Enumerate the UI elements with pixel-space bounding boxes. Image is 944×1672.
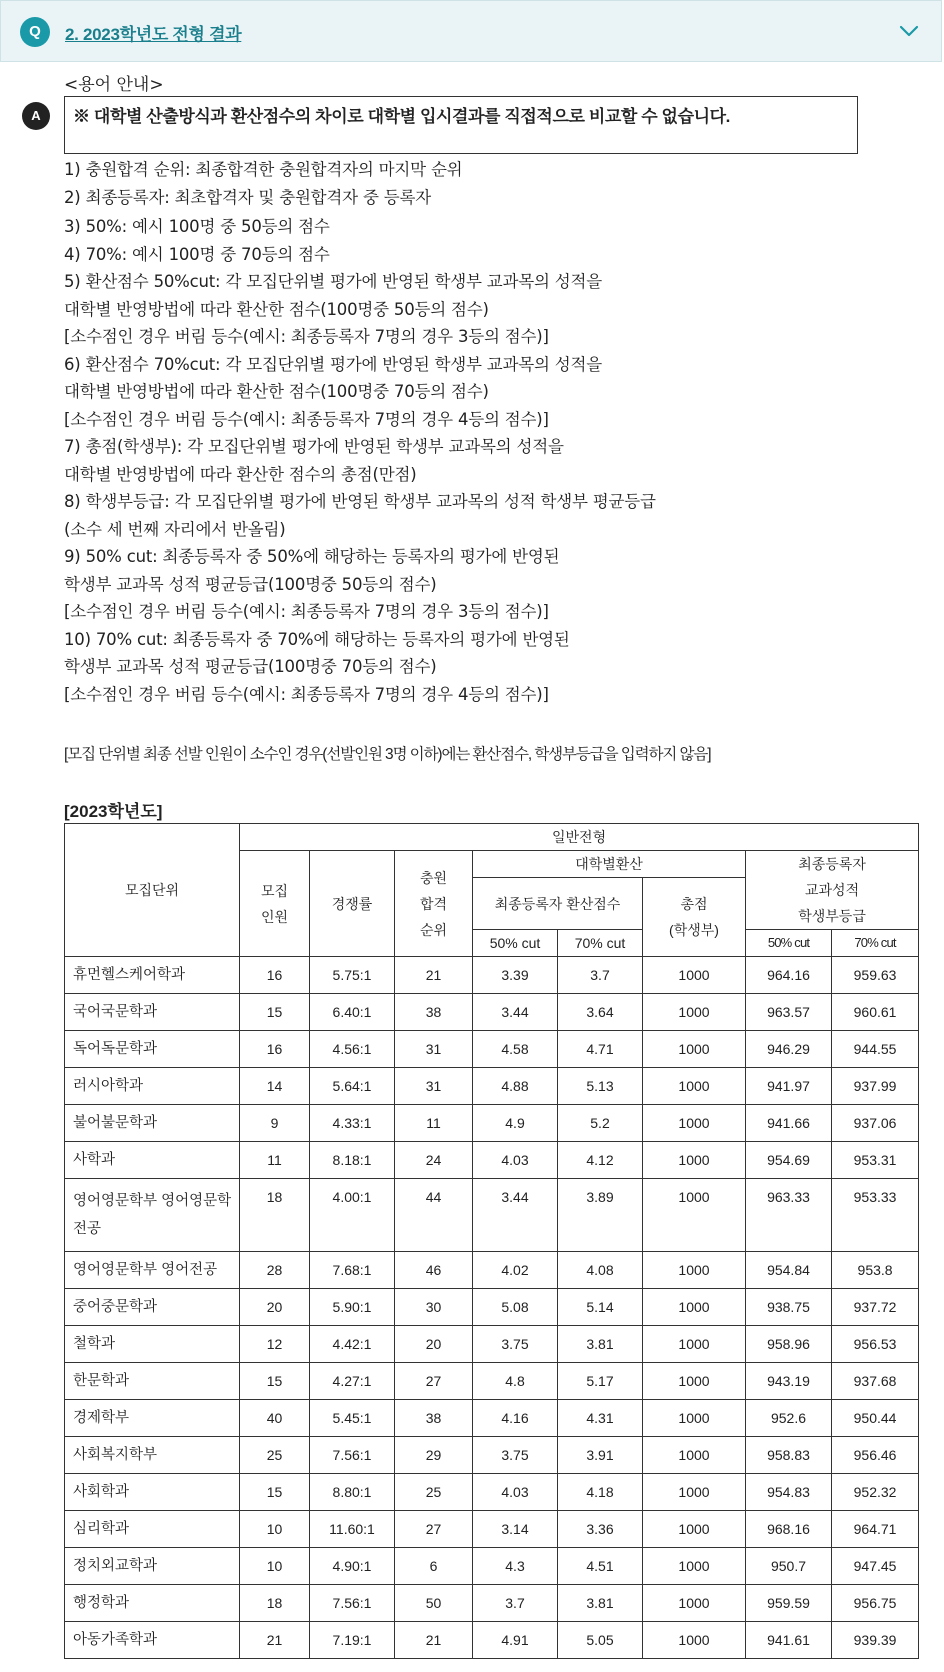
quota-cell: 10	[240, 1511, 310, 1548]
unit-name-cell: 심리학과	[65, 1511, 240, 1548]
unit-name-cell: 영어영문학부 영어전공	[65, 1252, 240, 1289]
total-score-cell: 1000	[643, 1622, 746, 1659]
waitlist-rank-cell: 24	[395, 1142, 473, 1179]
definition-line: 학생부 교과목 성적 평균등급(100명중 50등의 점수)	[64, 574, 437, 594]
competition-ratio-cell: 5.75:1	[310, 957, 395, 994]
grade-cut50-cell: 941.66	[746, 1105, 832, 1142]
header-univ-conversion: 대학별환산	[473, 851, 746, 878]
quota-cell: 14	[240, 1068, 310, 1105]
quota-cell: 15	[240, 1363, 310, 1400]
grade-cut50-cell: 950.7	[746, 1548, 832, 1585]
grade-cut70-cell: 937.06	[832, 1105, 919, 1142]
unit-name-cell: 행정학과	[65, 1585, 240, 1622]
total-score-cell: 1000	[643, 1068, 746, 1105]
score-cut70-cell: 5.2	[558, 1105, 643, 1142]
competition-ratio-cell: 8.80:1	[310, 1474, 395, 1511]
chevron-down-icon[interactable]	[897, 19, 921, 43]
grade-cut50-cell: 958.96	[746, 1326, 832, 1363]
year-heading: [2023학년도]	[64, 802, 163, 821]
grade-cut70-cell: 964.71	[832, 1511, 919, 1548]
definition-line: 5) 환산점수 50%cut: 각 모집단위별 평가에 반영된 학생부 교과목의 성적을	[64, 272, 602, 291]
header-quota: 모집 인원	[240, 851, 310, 957]
waitlist-rank-cell: 31	[395, 1031, 473, 1068]
total-score-cell: 1000	[643, 1400, 746, 1437]
table-row	[65, 1326, 919, 1363]
definition-line: 7) 총점(학생부): 각 모집단위별 평가에 반영된 학생부 교과목의 성적을	[64, 437, 564, 456]
header-unit: 모집단위	[65, 824, 240, 957]
table-row	[65, 1105, 919, 1142]
grade-cut70-cell: 959.63	[832, 957, 919, 994]
competition-ratio-cell: 5.45:1	[310, 1400, 395, 1437]
table-row	[65, 1363, 919, 1400]
total-score-cell: 1000	[643, 1437, 746, 1474]
waitlist-rank-cell: 11	[395, 1105, 473, 1142]
header-grade-cut70: 70% cut	[832, 930, 919, 957]
competition-ratio-cell: 4.27:1	[310, 1363, 395, 1400]
competition-ratio-cell: 7.56:1	[310, 1585, 395, 1622]
unit-name-cell: 러시아학과	[65, 1068, 240, 1105]
quota-cell: 10	[240, 1548, 310, 1585]
grade-cut70-cell: 944.55	[832, 1031, 919, 1068]
term-definitions	[64, 156, 884, 708]
total-score-cell: 1000	[643, 1105, 746, 1142]
score-cut70-cell: 3.64	[558, 994, 643, 1031]
table-row	[65, 1289, 919, 1326]
score-cut70-cell: 4.18	[558, 1474, 643, 1511]
competition-ratio-cell: 7.19:1	[310, 1622, 395, 1659]
quota-cell: 15	[240, 1474, 310, 1511]
notice-box: ※ 대학별 산출방식과 환산점수의 차이로 대학별 입시결과를 직접적으로 비교할 수 없습니다.	[64, 96, 858, 154]
competition-ratio-cell: 5.90:1	[310, 1289, 395, 1326]
quota-cell: 18	[240, 1585, 310, 1622]
competition-ratio-cell: 4.00:1	[310, 1179, 395, 1252]
quota-cell: 16	[240, 957, 310, 994]
admission-results-table	[64, 823, 919, 1659]
waitlist-rank-cell: 50	[395, 1585, 473, 1622]
header-rank: 충원 합격 순위	[395, 851, 473, 957]
waitlist-rank-cell: 46	[395, 1252, 473, 1289]
total-score-cell: 1000	[643, 1326, 746, 1363]
definition-line: [소수점인 경우 버림 등수(예시: 최종등록자 7명의 경우 4등의 점수)]	[64, 684, 549, 704]
waitlist-rank-cell: 38	[395, 994, 473, 1031]
total-score-cell: 1000	[643, 1511, 746, 1548]
header-final-grade: 최종등록자 교과성적 학생부등급	[746, 851, 919, 930]
grade-cut50-cell: 963.33	[746, 1179, 832, 1252]
score-cut70-cell: 4.71	[558, 1031, 643, 1068]
header-ratio: 경쟁률	[310, 851, 395, 957]
question-badge: Q	[20, 17, 50, 47]
unit-name-cell: 한문학과	[65, 1363, 240, 1400]
score-cut50-cell: 4.02	[473, 1252, 558, 1289]
grade-cut50-cell: 954.83	[746, 1474, 832, 1511]
unit-name-cell: 정치외교학과	[65, 1548, 240, 1585]
grade-cut50-cell: 946.29	[746, 1031, 832, 1068]
unit-name-cell: 사회복지학부	[65, 1437, 240, 1474]
definition-line: 2) 최종등록자: 최초합격자 및 충원합격자 중 등록자	[64, 187, 431, 207]
question-header[interactable]	[0, 0, 942, 62]
competition-ratio-cell: 7.56:1	[310, 1437, 395, 1474]
score-cut70-cell: 3.36	[558, 1511, 643, 1548]
waitlist-rank-cell: 6	[395, 1548, 473, 1585]
total-score-cell: 1000	[643, 1179, 746, 1252]
definition-line: [소수점인 경우 버림 등수(예시: 최종등록자 7명의 경우 3등의 점수)]	[64, 327, 549, 346]
total-score-cell: 1000	[643, 957, 746, 994]
score-cut70-cell: 3.91	[558, 1437, 643, 1474]
score-cut50-cell: 4.91	[473, 1622, 558, 1659]
score-cut50-cell: 3.75	[473, 1326, 558, 1363]
table-row	[65, 957, 919, 994]
competition-ratio-cell: 11.60:1	[310, 1511, 395, 1548]
grade-cut50-cell: 963.57	[746, 994, 832, 1031]
competition-ratio-cell: 4.90:1	[310, 1548, 395, 1585]
grade-cut70-cell: 939.39	[832, 1622, 919, 1659]
grade-cut70-cell: 956.46	[832, 1437, 919, 1474]
total-score-cell: 1000	[643, 1363, 746, 1400]
score-cut50-cell: 3.14	[473, 1511, 558, 1548]
grade-cut70-cell: 952.32	[832, 1474, 919, 1511]
definition-line: 10) 70% cut: 최종등록자 중 70%에 해당하는 등록자의 평가에 반영된	[64, 629, 570, 649]
competition-ratio-cell: 4.56:1	[310, 1031, 395, 1068]
score-cut70-cell: 5.14	[558, 1289, 643, 1326]
competition-ratio-cell: 5.64:1	[310, 1068, 395, 1105]
definition-line: 4) 70%: 예시 100명 중 70등의 점수	[64, 244, 330, 264]
quota-cell: 12	[240, 1326, 310, 1363]
grade-cut50-cell: 968.16	[746, 1511, 832, 1548]
grade-cut70-cell: 947.45	[832, 1548, 919, 1585]
waitlist-rank-cell: 25	[395, 1474, 473, 1511]
table-row	[65, 1511, 919, 1548]
total-score-cell: 1000	[643, 994, 746, 1031]
grade-cut50-cell: 959.59	[746, 1585, 832, 1622]
total-score-cell: 1000	[643, 1252, 746, 1289]
score-cut50-cell: 3.44	[473, 994, 558, 1031]
definition-line: 1) 충원합격 순위: 최종합격한 충원합격자의 마지막 순위	[64, 160, 463, 179]
total-score-cell: 1000	[643, 1474, 746, 1511]
quota-cell: 15	[240, 994, 310, 1031]
quota-cell: 21	[240, 1622, 310, 1659]
score-cut50-cell: 4.03	[473, 1474, 558, 1511]
waitlist-rank-cell: 44	[395, 1179, 473, 1252]
unit-name-cell: 사회학과	[65, 1474, 240, 1511]
grade-cut70-cell: 953.33	[832, 1179, 919, 1252]
total-score-cell: 1000	[643, 1548, 746, 1585]
quota-cell: 9	[240, 1105, 310, 1142]
definition-line: 대학별 반영방법에 따라 환산한 점수의 총점(만점)	[64, 464, 417, 484]
score-cut70-cell: 3.81	[558, 1585, 643, 1622]
grade-cut50-cell: 954.69	[746, 1142, 832, 1179]
score-cut50-cell: 3.44	[473, 1179, 558, 1252]
quota-cell: 20	[240, 1289, 310, 1326]
unit-name-cell: 철학과	[65, 1326, 240, 1363]
unit-name-cell: 독어독문학과	[65, 1031, 240, 1068]
score-cut70-cell: 3.81	[558, 1326, 643, 1363]
quota-cell: 25	[240, 1437, 310, 1474]
score-cut70-cell: 4.08	[558, 1252, 643, 1289]
waitlist-rank-cell: 21	[395, 957, 473, 994]
score-cut50-cell: 4.16	[473, 1400, 558, 1437]
grade-cut70-cell: 937.99	[832, 1068, 919, 1105]
answer-badge: A	[22, 102, 50, 130]
definition-line: [소수점인 경우 버림 등수(예시: 최종등록자 7명의 경우 4등의 점수)]	[64, 409, 549, 429]
definition-line: [소수점인 경우 버림 등수(예시: 최종등록자 7명의 경우 3등의 점수)]	[64, 602, 549, 621]
waitlist-rank-cell: 31	[395, 1068, 473, 1105]
score-cut70-cell: 3.7	[558, 957, 643, 994]
waitlist-rank-cell: 38	[395, 1400, 473, 1437]
unit-name-cell: 영어영문학부 영어영문학전공	[65, 1179, 240, 1252]
table-row	[65, 1142, 919, 1179]
header-final-score: 최종등록자 환산점수	[473, 878, 643, 930]
score-cut50-cell: 4.88	[473, 1068, 558, 1105]
unit-name-cell: 사학과	[65, 1142, 240, 1179]
grade-cut50-cell: 943.19	[746, 1363, 832, 1400]
table-row	[65, 1068, 919, 1105]
score-cut50-cell: 5.08	[473, 1289, 558, 1326]
score-cut50-cell: 3.39	[473, 957, 558, 994]
table-row	[65, 1437, 919, 1474]
score-cut70-cell: 4.12	[558, 1142, 643, 1179]
quota-cell: 40	[240, 1400, 310, 1437]
table-row	[65, 1031, 919, 1068]
quota-cell: 28	[240, 1252, 310, 1289]
table-row	[65, 1474, 919, 1511]
unit-name-cell: 국어국문학과	[65, 994, 240, 1031]
score-cut70-cell: 4.51	[558, 1548, 643, 1585]
definition-line: 9) 50% cut: 최종등록자 중 50%에 해당하는 등록자의 평가에 반영된	[64, 547, 560, 566]
table-row	[65, 1252, 919, 1289]
unit-name-cell: 경제학부	[65, 1400, 240, 1437]
header-total: 총점 (학생부)	[643, 878, 746, 957]
grade-cut70-cell: 960.61	[832, 994, 919, 1031]
table-row	[65, 1400, 919, 1437]
unit-name-cell: 중어중문학과	[65, 1289, 240, 1326]
grade-cut70-cell: 956.75	[832, 1585, 919, 1622]
competition-ratio-cell: 4.33:1	[310, 1105, 395, 1142]
header-general-admission: 일반전형	[240, 824, 919, 851]
definition-line: 학생부 교과목 성적 평균등급(100명중 70등의 점수)	[64, 657, 437, 676]
grade-cut50-cell: 941.61	[746, 1622, 832, 1659]
waitlist-rank-cell: 30	[395, 1289, 473, 1326]
table-row	[65, 1622, 919, 1659]
definition-line: 대학별 반영방법에 따라 환산한 점수(100명중 70등의 점수)	[64, 382, 489, 401]
waitlist-rank-cell: 20	[395, 1326, 473, 1363]
waitlist-rank-cell: 29	[395, 1437, 473, 1474]
grade-cut50-cell: 952.6	[746, 1400, 832, 1437]
unit-name-cell: 불어불문학과	[65, 1105, 240, 1142]
quota-cell: 16	[240, 1031, 310, 1068]
header-score-cut70: 70% cut	[558, 930, 643, 957]
definition-line: 6) 환산점수 70%cut: 각 모집단위별 평가에 반영된 학생부 교과목의 성적을	[64, 354, 602, 374]
header-grade-cut50: 50% cut	[746, 930, 832, 957]
score-cut50-cell: 3.7	[473, 1585, 558, 1622]
waitlist-rank-cell: 27	[395, 1363, 473, 1400]
score-cut70-cell: 3.89	[558, 1179, 643, 1252]
grade-cut70-cell: 953.31	[832, 1142, 919, 1179]
table-row	[65, 1585, 919, 1622]
competition-ratio-cell: 8.18:1	[310, 1142, 395, 1179]
terms-guide-heading: <용어 안내>	[64, 75, 164, 95]
total-score-cell: 1000	[643, 1289, 746, 1326]
score-cut50-cell: 3.75	[473, 1437, 558, 1474]
score-cut70-cell: 5.05	[558, 1622, 643, 1659]
waitlist-rank-cell: 21	[395, 1622, 473, 1659]
table-row	[65, 1179, 919, 1252]
score-cut50-cell: 4.58	[473, 1031, 558, 1068]
grade-cut70-cell: 937.72	[832, 1289, 919, 1326]
table-row	[65, 994, 919, 1031]
total-score-cell: 1000	[643, 1142, 746, 1179]
grade-cut50-cell: 941.97	[746, 1068, 832, 1105]
header-score-cut50: 50% cut	[473, 930, 558, 957]
score-cut50-cell: 4.8	[473, 1363, 558, 1400]
definition-line: 8) 학생부등급: 각 모집단위별 평가에 반영된 학생부 교과목의 성적 학생부 평균등급	[64, 492, 656, 511]
unit-name-cell: 휴먼헬스케어학과	[65, 957, 240, 994]
waitlist-rank-cell: 27	[395, 1511, 473, 1548]
score-cut70-cell: 4.31	[558, 1400, 643, 1437]
score-cut50-cell: 4.03	[473, 1142, 558, 1179]
grade-cut50-cell: 958.83	[746, 1437, 832, 1474]
competition-ratio-cell: 6.40:1	[310, 994, 395, 1031]
definition-line: (소수 세 번째 자리에서 반올림)	[64, 519, 286, 539]
grade-cut50-cell: 938.75	[746, 1289, 832, 1326]
total-score-cell: 1000	[643, 1031, 746, 1068]
grade-cut50-cell: 964.16	[746, 957, 832, 994]
total-score-cell: 1000	[643, 1585, 746, 1622]
grade-cut70-cell: 956.53	[832, 1326, 919, 1363]
grade-cut70-cell: 937.68	[832, 1363, 919, 1400]
score-cut70-cell: 5.17	[558, 1363, 643, 1400]
score-cut50-cell: 4.3	[473, 1548, 558, 1585]
definition-line: 대학별 반영방법에 따라 환산한 점수(100명중 50등의 점수)	[64, 299, 489, 319]
score-cut70-cell: 5.13	[558, 1068, 643, 1105]
table-row	[65, 1548, 919, 1585]
footnote: [모집 단위별 최종 선발 인원이 소수인 경우(선발인원 3명 이하)에는 환산점수, 학생부등급을 입력하지 않음]	[64, 746, 711, 763]
grade-cut70-cell: 950.44	[832, 1400, 919, 1437]
grade-cut70-cell: 953.8	[832, 1252, 919, 1289]
quota-cell: 18	[240, 1179, 310, 1252]
unit-name-cell: 아동가족학과	[65, 1622, 240, 1659]
question-title-link[interactable]: 2. 2023학년도 전형 결과	[65, 25, 242, 44]
definition-line: 3) 50%: 예시 100명 중 50등의 점수	[64, 217, 330, 236]
quota-cell: 11	[240, 1142, 310, 1179]
competition-ratio-cell: 4.42:1	[310, 1326, 395, 1363]
competition-ratio-cell: 7.68:1	[310, 1252, 395, 1289]
grade-cut50-cell: 954.84	[746, 1252, 832, 1289]
score-cut50-cell: 4.9	[473, 1105, 558, 1142]
